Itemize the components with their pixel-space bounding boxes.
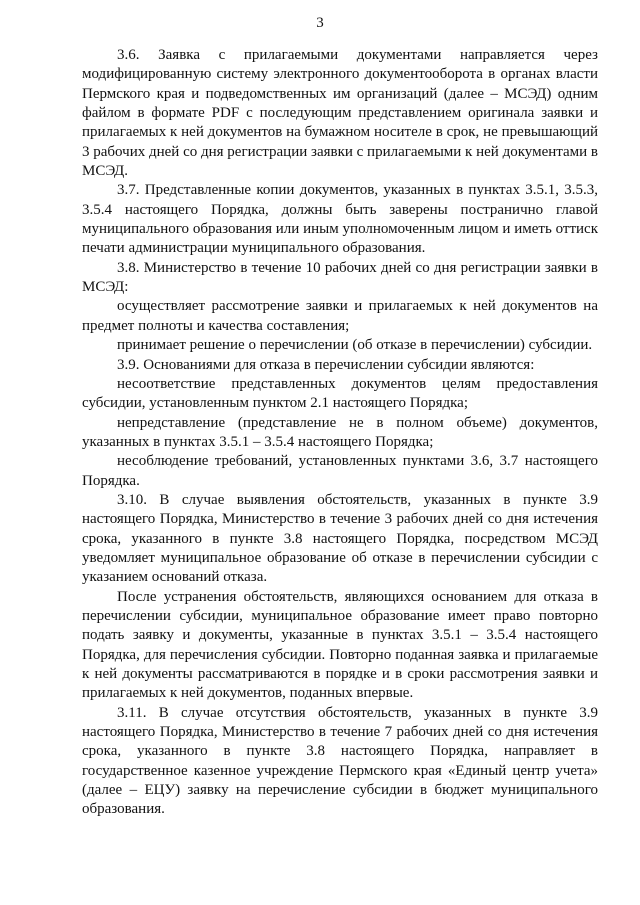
page-number: 3 — [316, 15, 324, 31]
paragraph-3-6: 3.6. Заявка с прилагаемыми документами направляется через модифицированную систему электронного документооборота в органах власти Пермского края и подведомственных им организаций (далее – МСЭД) одним файлом в формате PDF с последующим представлением оригинала заявки и прилагаемых к ней документов на бумажном носителе в срок, не превышающий 3 рабочих дней со дня регистрации заявки с прилагаемыми к ней документами в МСЭД. — [82, 47, 598, 180]
paragraph-3-9: 3.9. Основаниями для отказа в перечислении субсидии являются: — [117, 356, 535, 373]
paragraph-3-8: 3.8. Министерство в течение 10 рабочих дней со дня регистрации заявки в МСЭД: — [82, 259, 598, 296]
document-body — [82, 46, 598, 820]
paragraph-3-11: 3.11. В случае отсутствия обстоятельств, указанных в пункте 3.9 настоящего Порядка, Министерство в течение 7 рабочих дней со дня истечения срока, указанного в пункте 3.8 настоящего Порядка, направляет в государственное казенное учреждение Пермского края «Единый центр учета» (далее – ЕЦУ) заявку на перечисление субсидии в бюджет муниципального образования. — [82, 704, 598, 818]
paragraph-3-8-item-2: принимает решение о перечислении (об отказе в перечислении) субсидии. — [117, 337, 593, 354]
paragraph-3-10: 3.10. В случае выявления обстоятельств, указанных в пункте 3.9 настоящего Порядка, Министерство в течение 3 рабочих дней со дня истечения срока, указанного в пункте 3.8 настоящего Порядка, посредством МСЭД уведомляет муниципальное образование об отказе в перечислении субсидии с указанием оснований отказа. — [82, 491, 598, 586]
paragraph-3-8-item-1: осуществляет рассмотрение заявки и прилагаемых к ней документов на предмет полноты и качества составления; — [82, 298, 598, 334]
paragraph-3-9-item-1: несоответствие представленных документов целям предоставления субсидии, установленным пунктом 2.1 настоящего Порядка; — [82, 375, 598, 412]
paragraph-3-10-continued: После устранения обстоятельств, являющихся основанием для отказа в перечислении субсидии, муниципальное образование имеет право повторно подать заявку и документы, указанные в пунктах 3.5.1 – 3.5.4 настоящего Порядка, для перечисления субсидии. Повторно поданная заявка и прилагаемые к ней документы рассматриваются в порядке и в сроки рассмотрения заявки и прилагаемых к ней документов, поданных впервые. — [82, 588, 598, 702]
paragraph-3-7: 3.7. Представленные копии документов, указанных в пунктах 3.5.1, 3.5.3, 3.5.4 настоящего Порядка, должны быть заверены постранично главой муниципального образования или иным уполномоченным лицом и иметь оттиск печати администрации муниципального образования. — [82, 182, 598, 257]
paragraph-3-9-item-3: несоблюдение требований, установленных пунктами 3.6, 3.7 настоящего Порядка. — [82, 453, 598, 489]
paragraph-3-9-item-2: непредставление (представление не в полном объеме) документов, указанных в пунктах 3.5.1 – 3.5.4 настоящего Порядка; — [82, 414, 598, 450]
